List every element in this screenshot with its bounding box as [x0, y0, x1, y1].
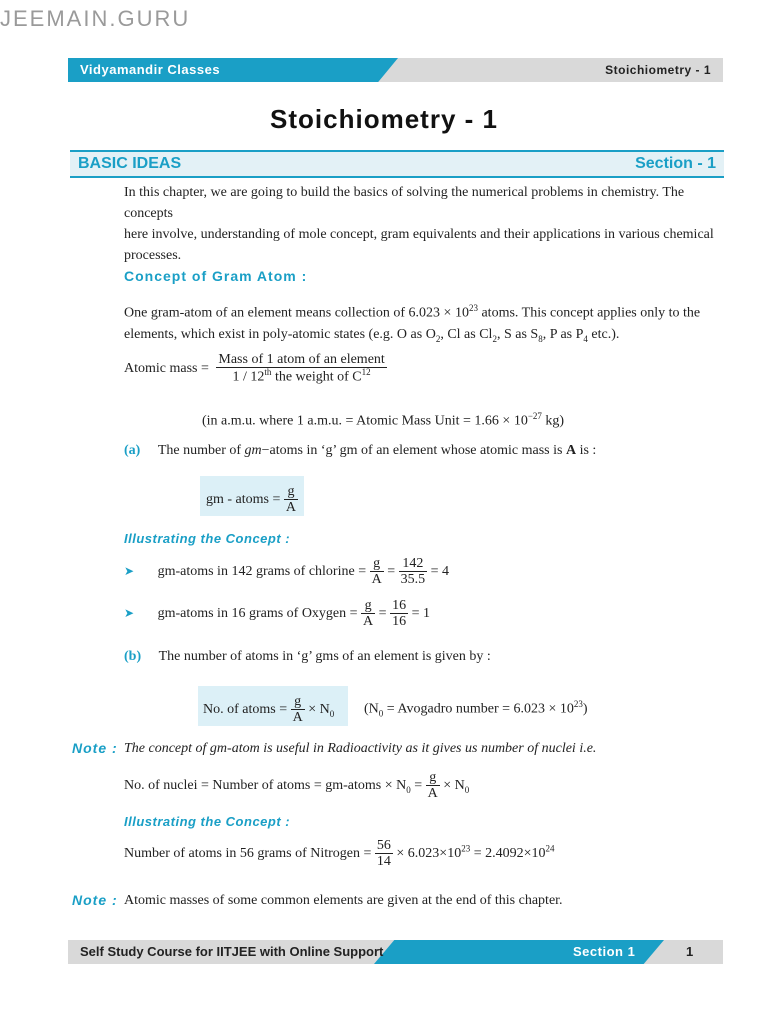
sub: 8 — [538, 333, 543, 344]
fraction-denominator: 16 — [392, 614, 407, 630]
sub: 0 — [378, 708, 384, 719]
concept-heading: Concept of Gram Atom : — [124, 268, 308, 284]
text: gm — [244, 443, 262, 458]
sub: 4 — [583, 333, 588, 344]
equals: = — [378, 606, 387, 622]
fraction-numerator: g — [284, 484, 298, 500]
fraction-denominator: A — [371, 572, 382, 588]
text: Number of atoms in 56 grams of Nitrogen = — [124, 846, 372, 862]
text: The number of — [157, 443, 245, 458]
fraction-numerator: 142 — [399, 556, 428, 572]
formula-fraction — [291, 694, 305, 726]
sup: 12 — [361, 367, 371, 378]
text: × 6.023×10 — [396, 846, 462, 862]
amu-note — [202, 406, 564, 432]
item-marker: (b) — [124, 649, 142, 664]
example-oxygen — [124, 598, 430, 630]
text: ) — [582, 701, 588, 717]
text: (N — [364, 701, 379, 717]
watermark: JEEMAIN.GURU — [0, 6, 191, 31]
page-header — [68, 58, 723, 82]
text: , P as P — [542, 326, 584, 342]
fraction — [370, 556, 384, 588]
section-number: Section - 1 — [635, 155, 716, 172]
sup: th — [264, 367, 272, 378]
section-bar — [70, 150, 724, 178]
atomic-mass-formula — [124, 352, 387, 385]
item-b-text: The number of atoms in ‘g’ gms of an element is given by : — [158, 649, 491, 664]
formula-label: gm - atoms = — [206, 492, 281, 508]
text: (in a.m.u. where 1 a.m.u. = Atomic Mass Unit = 1.66 × 10 — [202, 413, 528, 429]
fraction-numerator: g — [370, 556, 384, 572]
item-b — [124, 646, 491, 667]
gm-atoms-formula-box — [200, 476, 304, 516]
text: −atoms in ‘g’ gm of an element whose atomic mass is — [261, 443, 566, 458]
gram-atom-paragraph — [124, 298, 724, 349]
fraction-denominator — [216, 368, 386, 385]
fraction — [426, 770, 440, 802]
fraction-numerator: Mass of 1 atom of an element — [218, 352, 385, 367]
fraction-denominator: A — [285, 500, 297, 516]
footer-section: Section 1 — [573, 944, 636, 959]
atomic-mass-fraction — [216, 352, 386, 385]
fraction-numerator: g — [361, 598, 375, 614]
intro-paragraph — [124, 182, 724, 266]
equals: = — [387, 564, 396, 580]
text: the weight of C — [271, 370, 362, 386]
text: A — [565, 443, 577, 458]
sup: 23 — [573, 699, 583, 709]
page-title: Stoichiometry - 1 — [270, 104, 498, 134]
atoms-formula-box — [198, 686, 348, 726]
nuclei-equation — [124, 770, 469, 802]
sub: 0 — [464, 784, 470, 795]
fraction-numerator: 16 — [392, 598, 407, 613]
gram-atom-line-1 — [124, 298, 724, 324]
fraction — [390, 598, 408, 630]
result: = 1 — [411, 606, 430, 622]
gm-atoms-formula — [206, 484, 298, 516]
atomic-mass-label: Atomic mass = — [124, 360, 209, 376]
gram-atom-line-2 — [124, 324, 724, 350]
header-chapter: Stoichiometry - 1 — [605, 63, 711, 77]
fraction-denominator: A — [427, 786, 438, 802]
section-topic: BASIC IDEAS — [78, 155, 182, 172]
fraction-denominator: A — [363, 614, 374, 630]
text: No. of nuclei = Number of atoms = gm-atoms × N — [124, 778, 407, 794]
sub: 2 — [435, 333, 441, 344]
fraction — [375, 838, 393, 870]
text: × N — [443, 778, 465, 794]
intro-line-1: In this chapter, we are going to build the basics of solving the numerical problems in chemistry. The concepts — [124, 185, 685, 221]
result: = 4 — [430, 564, 450, 580]
example-chlorine — [124, 556, 449, 588]
text: elements, which exist in poly-atomic states (e.g. O as O — [124, 326, 436, 342]
illustrating-concept-1: Illustrating the Concept : — [124, 531, 291, 546]
item-a-text — [158, 443, 596, 458]
bullet-arrow-icon: ➤ — [124, 606, 135, 621]
item-marker: (a) — [124, 443, 141, 458]
intro-line-2: here involve, understanding of mole concept, gram equivalents and their applications in various chemical — [124, 227, 714, 242]
note-text: The concept of gm-atom is useful in Radioactivity as it gives us number of nuclei i.e. — [124, 741, 597, 756]
sub: 0 — [406, 784, 411, 795]
footer-course: Self Study Course for IITJEE with Online Support — [80, 944, 384, 959]
sup: 24 — [545, 843, 555, 854]
fraction-denominator: A — [292, 710, 303, 726]
text: , S as S — [496, 326, 539, 342]
fraction-numerator: g — [426, 770, 440, 786]
page-number: 1 — [686, 944, 694, 959]
text: kg) — [541, 413, 565, 429]
sub: 2 — [492, 333, 497, 344]
bullet-arrow-icon: ➤ — [124, 564, 135, 579]
header-brand: Vidyamandir Classes — [80, 62, 221, 77]
example-label: gm-atoms in 142 grams of chlorine = — [157, 564, 367, 580]
sup: −27 — [527, 411, 542, 421]
intro-line-3: processes. — [124, 248, 182, 263]
sup: 23 — [461, 843, 471, 854]
text: = — [410, 778, 423, 794]
note-label: Note : — [72, 892, 118, 908]
formula-label: No. of atoms = — [203, 702, 288, 718]
page-footer — [68, 940, 723, 964]
text: = 2.4092×10 — [470, 846, 546, 862]
text: , Cl as Cl — [440, 326, 493, 342]
fraction-denominator: 35.5 — [400, 572, 426, 588]
avogadro-note — [364, 694, 588, 724]
text: × N — [308, 702, 330, 718]
note-label: Note : — [72, 740, 118, 756]
text: etc.). — [587, 326, 620, 342]
note-text: Atomic masses of some common elements are given at the end of this chapter. — [124, 893, 563, 908]
fraction-numerator: 56 — [376, 838, 391, 853]
text: is : — [576, 443, 597, 458]
fraction-numerator: g — [291, 694, 305, 710]
formula-fraction — [284, 484, 298, 516]
item-a — [124, 440, 596, 461]
example-label: gm-atoms in 16 grams of Oxygen = — [157, 606, 358, 622]
fraction-denominator: 14 — [376, 854, 391, 870]
text: atoms. This concept applies only to the — [477, 305, 701, 321]
text: = Avogadro number = 6.023 × 10 — [383, 701, 574, 717]
fraction — [399, 556, 428, 588]
sup: 23 — [468, 303, 478, 313]
illustrating-concept-2: Illustrating the Concept : — [124, 814, 291, 829]
nitrogen-equation — [124, 838, 555, 870]
text: 1 / 12 — [232, 370, 265, 386]
fraction — [361, 598, 375, 630]
atoms-formula — [203, 694, 334, 726]
text: One gram-atom of an element means collection of 6.023 × 10 — [124, 305, 469, 321]
sub: 0 — [329, 708, 335, 719]
